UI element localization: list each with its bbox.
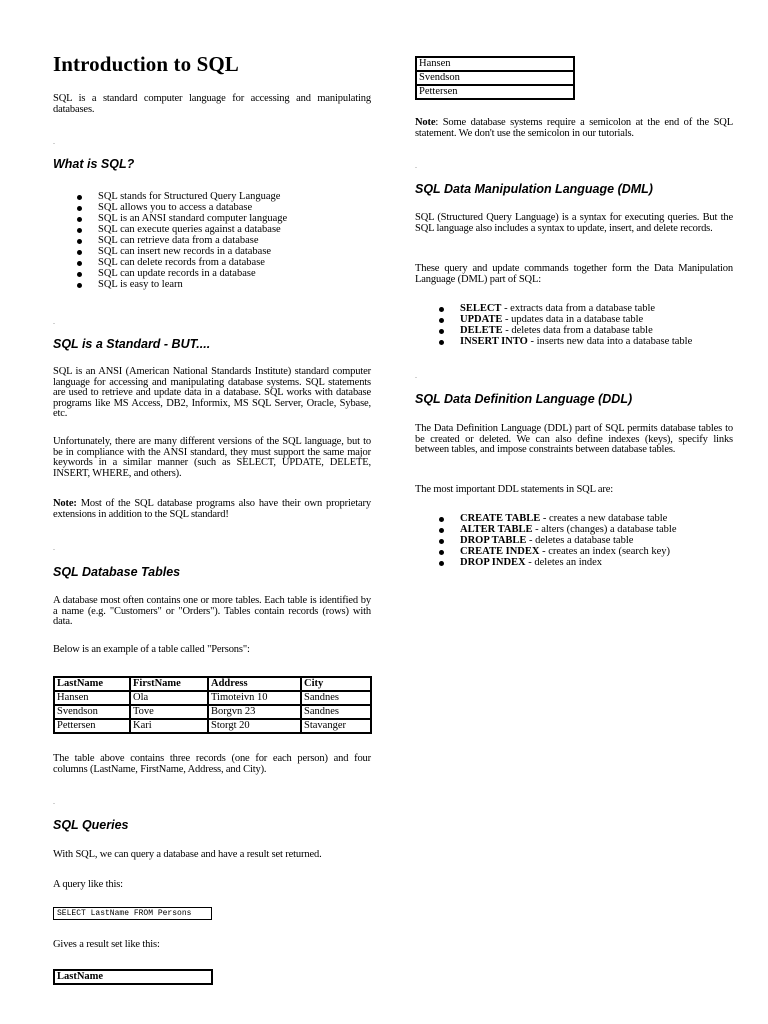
list-item (415, 314, 733, 325)
semicolon-note (415, 118, 733, 139)
heading-sql-standard: SQL is a Standard - BUT.... (53, 337, 211, 351)
queries-paragraph-2: A query like this: (53, 879, 123, 890)
separator-dot: . (415, 161, 417, 170)
what-is-sql-list (53, 191, 371, 290)
list-item: SQL can retrieve data from a database (53, 235, 371, 246)
queries-paragraph-1: With SQL, we can query a database and have a result set returned. (53, 849, 322, 860)
table-row (416, 71, 574, 85)
list-item (415, 524, 733, 535)
table-cell: Timoteivn 10 (208, 691, 301, 705)
sql-keyword: INSERT INTO (460, 336, 528, 347)
sql-keyword: DELETE (460, 325, 503, 336)
separator-dot: . (53, 317, 55, 326)
table-row (54, 719, 371, 733)
tables-paragraph-1: A database most often contains one or more tables. Each table is identified by a name (e.g. "Customers" or "Orders"). Tables contain records (rows) with data. (53, 595, 371, 627)
table-row (54, 691, 371, 705)
dml-paragraph-2: These query and update commands together form the Data Manipulation Language (DML) part of SQL: (415, 263, 733, 285)
table-row (416, 85, 574, 99)
heading-what-is-sql: What is SQL? (53, 157, 135, 171)
keyword-description: - deletes a database table (526, 535, 634, 546)
dml-paragraph-1: SQL (Structured Query Language) is a syntax for executing queries. But the SQL language also includes a syntax to update, insert, and delete records. (415, 212, 733, 234)
heading-database-tables: SQL Database Tables (53, 565, 181, 579)
separator-dot: . (53, 137, 55, 146)
column-header: Address (208, 677, 301, 691)
intro-paragraph: SQL is a standard computer language for accessing and manipulating databases. (53, 93, 371, 115)
keyword-description: - creates a new database table (540, 513, 668, 524)
list-item (415, 325, 733, 336)
separator-dot: . (415, 371, 417, 380)
table-cell: Pettersen (416, 85, 574, 99)
table-row (416, 57, 574, 71)
note-label: Note: (53, 498, 77, 509)
table-cell: Svendson (416, 71, 574, 85)
list-item: SQL allows you to access a database (53, 202, 371, 213)
table-cell: Sandnes (301, 705, 371, 719)
list-item (415, 513, 733, 524)
keyword-description: - inserts new data into a database table (527, 336, 693, 347)
separator-dot: . (53, 543, 55, 552)
sql-keyword: DROP INDEX (460, 557, 526, 568)
heading-sql-queries: SQL Queries (53, 818, 129, 832)
table-cell: Sandnes (301, 691, 371, 705)
result-set-table-header (53, 969, 213, 985)
list-item (415, 336, 733, 347)
sql-keyword: UPDATE (460, 314, 503, 325)
keyword-description: - extracts data from a database table (501, 303, 656, 314)
result-set-table-rows (415, 56, 575, 100)
list-item (415, 557, 733, 568)
list-item: SQL can delete records from a database (53, 257, 371, 268)
table-header-row (54, 970, 212, 984)
keyword-description: - creates an index (search key) (539, 546, 671, 557)
list-item: SQL stands for Structured Query Language (53, 191, 371, 202)
keyword-description: - alters (changes) a database table (532, 524, 677, 535)
queries-paragraph-3: Gives a result set like this: (53, 939, 160, 950)
sql-keyword: DROP TABLE (460, 535, 527, 546)
ddl-paragraph-1: The Data Definition Language (DDL) part of SQL permits database tables to be created or deleted. We can also define indexes (keys), specify links between tables, and impose constraints between database tables. (415, 423, 733, 455)
list-item (415, 535, 733, 546)
heading-dml: SQL Data Manipulation Language (DML) (415, 182, 653, 196)
table-cell: Ola (130, 691, 208, 705)
list-item: SQL can insert new records in a database (53, 246, 371, 257)
ddl-list (415, 513, 733, 568)
standard-paragraph-1: SQL is an ANSI (American National Standards Institute) standard computer language for accessing and manipulating database systems. SQL statements are used to retrieve and update data in a database. SQL works with database programs like MS Access, DB2, Informix, MS SQL Server, Oracle, Sybase, etc. (53, 366, 371, 419)
heading-ddl: SQL Data Definition Language (DDL) (415, 392, 633, 406)
table-cell: Borgvn 23 (208, 705, 301, 719)
list-item: SQL can execute queries against a database (53, 224, 371, 235)
table-cell: Tove (130, 705, 208, 719)
sql-keyword: CREATE INDEX (460, 546, 540, 557)
page-title: Introduction to SQL (53, 52, 239, 76)
table-cell: Svendson (54, 705, 130, 719)
tables-paragraph-2: Below is an example of a table called "Persons": (53, 644, 250, 655)
dml-list (415, 303, 733, 347)
table-cell: Hansen (416, 57, 574, 71)
list-item: SQL can update records in a database (53, 268, 371, 279)
sql-keyword: SELECT (460, 303, 502, 314)
list-item (415, 303, 733, 314)
table-row (54, 705, 371, 719)
keyword-description: - deletes data from a database table (502, 325, 653, 336)
column-header: LastName (54, 677, 130, 691)
sql-code-box (53, 907, 212, 920)
table-cell: Pettersen (54, 719, 130, 733)
keyword-description: - updates data in a database table (502, 314, 644, 325)
standard-note (53, 499, 371, 520)
table-cell: Stavanger (301, 719, 371, 733)
list-item: SQL is an ANSI standard computer language (53, 213, 371, 224)
column-header: LastName (54, 970, 212, 984)
sql-keyword: CREATE TABLE (460, 513, 541, 524)
note-text: Most of the SQL database programs also have their own proprietary extensions in addition to the SQL standard! (53, 498, 371, 520)
separator-dot: . (53, 797, 55, 806)
column-header: City (301, 677, 371, 691)
sql-code: SELECT LastName FROM Persons (57, 909, 192, 918)
table-cell: Kari (130, 719, 208, 733)
list-item (415, 546, 733, 557)
tables-paragraph-3: The table above contains three records (one for each person) and four columns (LastName, FirstName, Address, and City). (53, 753, 371, 775)
note-label: Note (415, 117, 436, 128)
table-header-row (54, 677, 371, 691)
sql-keyword: ALTER TABLE (460, 524, 533, 535)
standard-paragraph-2: Unfortunately, there are many different versions of the SQL language, but to be in compliance with the ANSI standard, they must support the same major keywords in a similar manner (such as SELECT, UPDATE, DELETE, INSERT, WHERE, and others). (53, 436, 371, 479)
persons-table (53, 676, 372, 734)
note-text: : Some database systems require a semicolon at the end of the SQL statement. We don't use the semicolon in our tutorials. (415, 117, 733, 139)
list-item: SQL is easy to learn (53, 279, 371, 290)
column-header: FirstName (130, 677, 208, 691)
ddl-paragraph-2: The most important DDL statements in SQL are: (415, 484, 614, 495)
table-cell: Storgt 20 (208, 719, 301, 733)
table-cell: Hansen (54, 691, 130, 705)
keyword-description: - deletes an index (525, 557, 603, 568)
